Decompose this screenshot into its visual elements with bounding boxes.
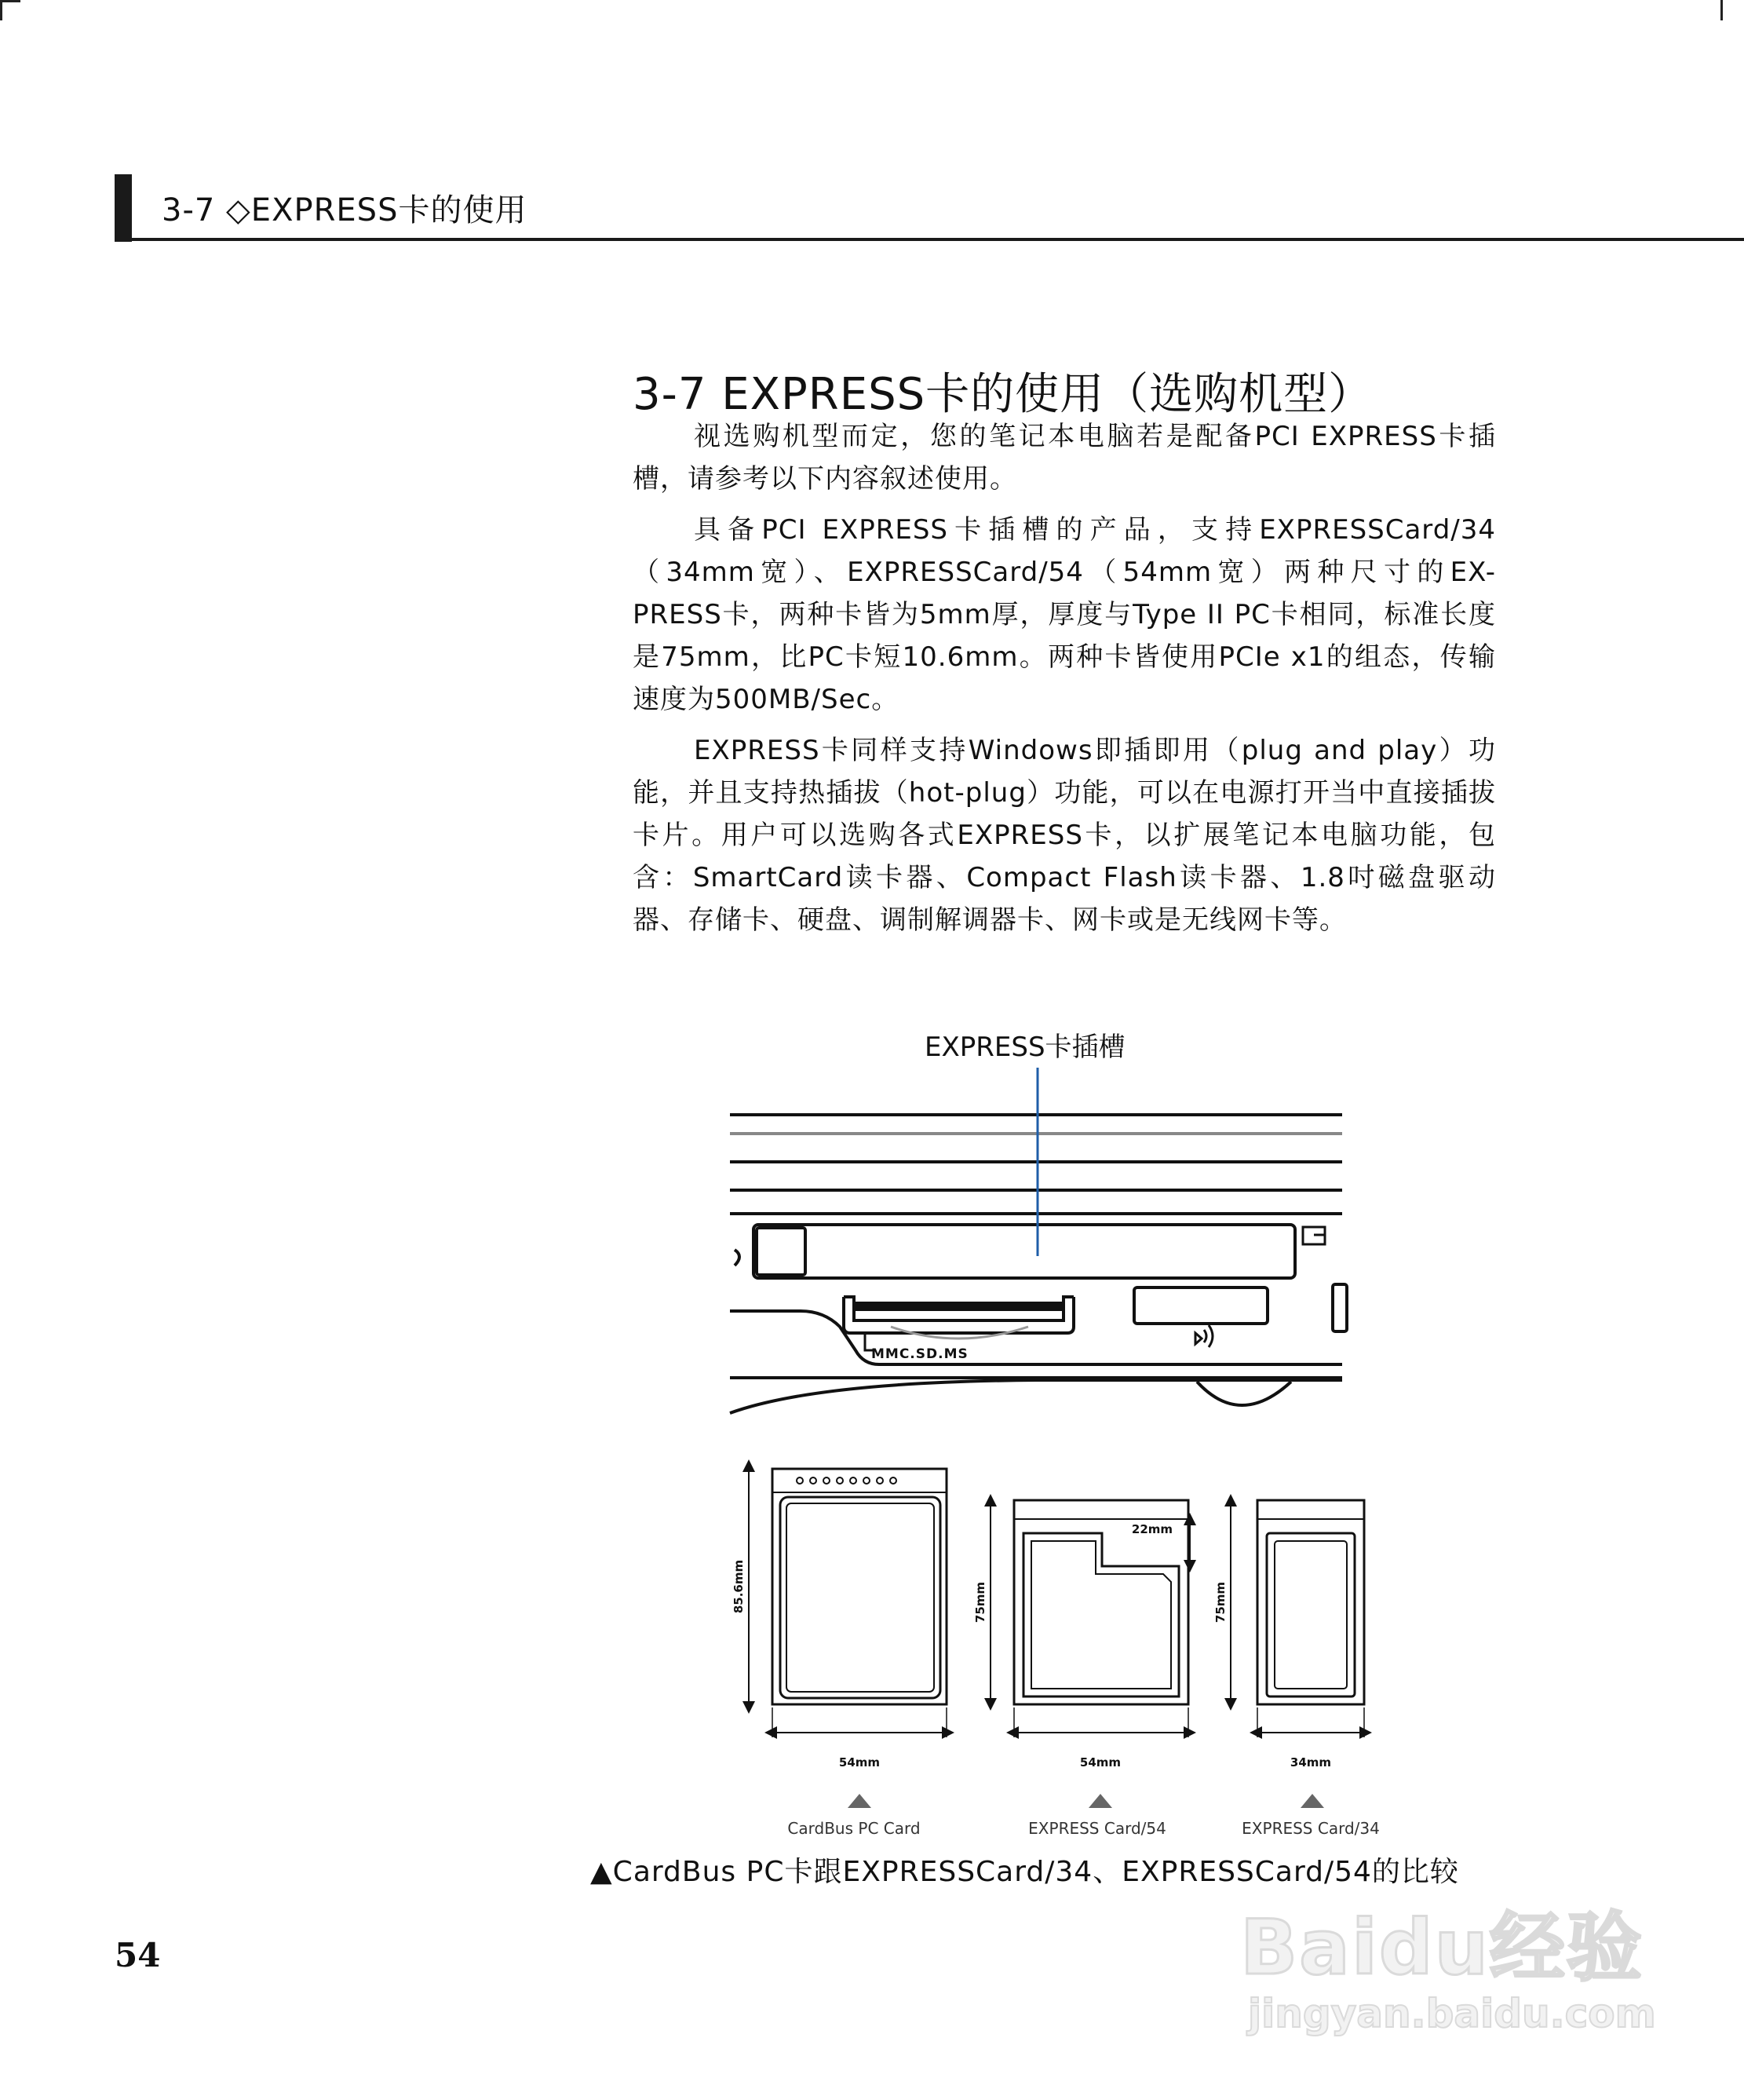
paragraph-intro: 视选购机型而定，您的笔记本电脑若是配备PCI EXPRESS卡插槽，请参考以下内容叙述使用。 (633, 421, 1496, 495)
slot-icon (1303, 1227, 1325, 1244)
watermark-logo: Baidu经验 (1240, 1904, 1644, 1992)
cardbus-pointer-triangle (848, 1794, 871, 1808)
figure-caption: ▲CardBus PC卡跟EXPRESSCard/34、EXPRESSCard/54的比较 (590, 1856, 1459, 1888)
wireless-icon (1195, 1325, 1213, 1347)
paragraph-specs: 具备PCI EXPRESS卡插槽的产品，支持EXPRESSCard/34（34mm宽）、EXPRESSCard/54（54mm宽）两种尺寸的EX-PRESS卡，两种卡皆为5mm厚，厚度与Type II PC卡相同，标准长度是75mm，比PC卡短10.6mm。两种卡皆使用PCIe x1的组态，传输速度为500MB/Sec。 (633, 514, 1496, 715)
card-reader-slot (844, 1297, 1074, 1339)
card-reader-label: MMC.SD.MS (871, 1346, 969, 1362)
header-rule (115, 238, 1744, 241)
paragraph-features: EXPRESS卡同样支持Windows即插即用（plug and play）功能，并且支持热插拔（hot-plug）功能，可以在电源打开当中直接插拔卡片。用户可以选购各式EXPRESS卡，以扩展笔记本电脑功能，包含：SmartCard读卡器、Compact Flash读卡器、1.8吋磁盘驱动器、存储卡、硬盘、调制解调器卡、网卡或是无线网卡等。 (633, 735, 1496, 936)
page-number: 54 (115, 1936, 161, 1974)
laptop-slot-illustration (722, 1068, 1350, 1421)
crop-mark-left-vertical (0, 0, 2, 20)
slot-figure-label: EXPRESS卡插槽 (925, 1032, 1126, 1063)
watermark-url: jingyan.baidu.com (1248, 1991, 1656, 2036)
crop-mark-left-horizontal (0, 0, 20, 2)
baidu-watermark (1240, 1888, 1680, 2061)
express34-width-label: 34mm (1290, 1755, 1332, 1769)
express34-height-label: 75mm (1213, 1581, 1228, 1623)
header-bar (115, 174, 132, 242)
foot (1197, 1382, 1291, 1405)
cardbus-height-label: 85.6mm (732, 1559, 746, 1614)
side-port (1134, 1287, 1268, 1324)
express-slot (753, 1225, 1295, 1278)
express34-pointer-triangle (1301, 1794, 1324, 1808)
express54-height-label: 75mm (973, 1581, 987, 1623)
express34-card-name: EXPRESS Card/34 (1242, 1819, 1380, 1838)
express54-width-label: 54mm (1079, 1755, 1122, 1769)
running-header: 3-7 ◇EXPRESS卡的使用 (162, 192, 527, 228)
section-title: 3-7 EXPRESS卡的使用（选购机型） (633, 368, 1374, 420)
left-edge-arc (735, 1250, 739, 1265)
express54-notch-label: 22mm (1131, 1522, 1173, 1536)
express54-card-name: EXPRESS Card/54 (1028, 1819, 1166, 1838)
express-card-34 (1231, 1500, 1366, 1737)
crop-mark-right-vertical (1720, 0, 1723, 20)
cardbus-width-label: 54mm (838, 1755, 881, 1769)
express54-pointer-triangle (1089, 1794, 1112, 1808)
right-edge-port (1333, 1284, 1347, 1331)
cardbus-card-name: CardBus PC Card (787, 1819, 921, 1838)
cardbus-pc-card (749, 1466, 948, 1737)
card-comparison-figure (722, 1456, 1397, 1853)
